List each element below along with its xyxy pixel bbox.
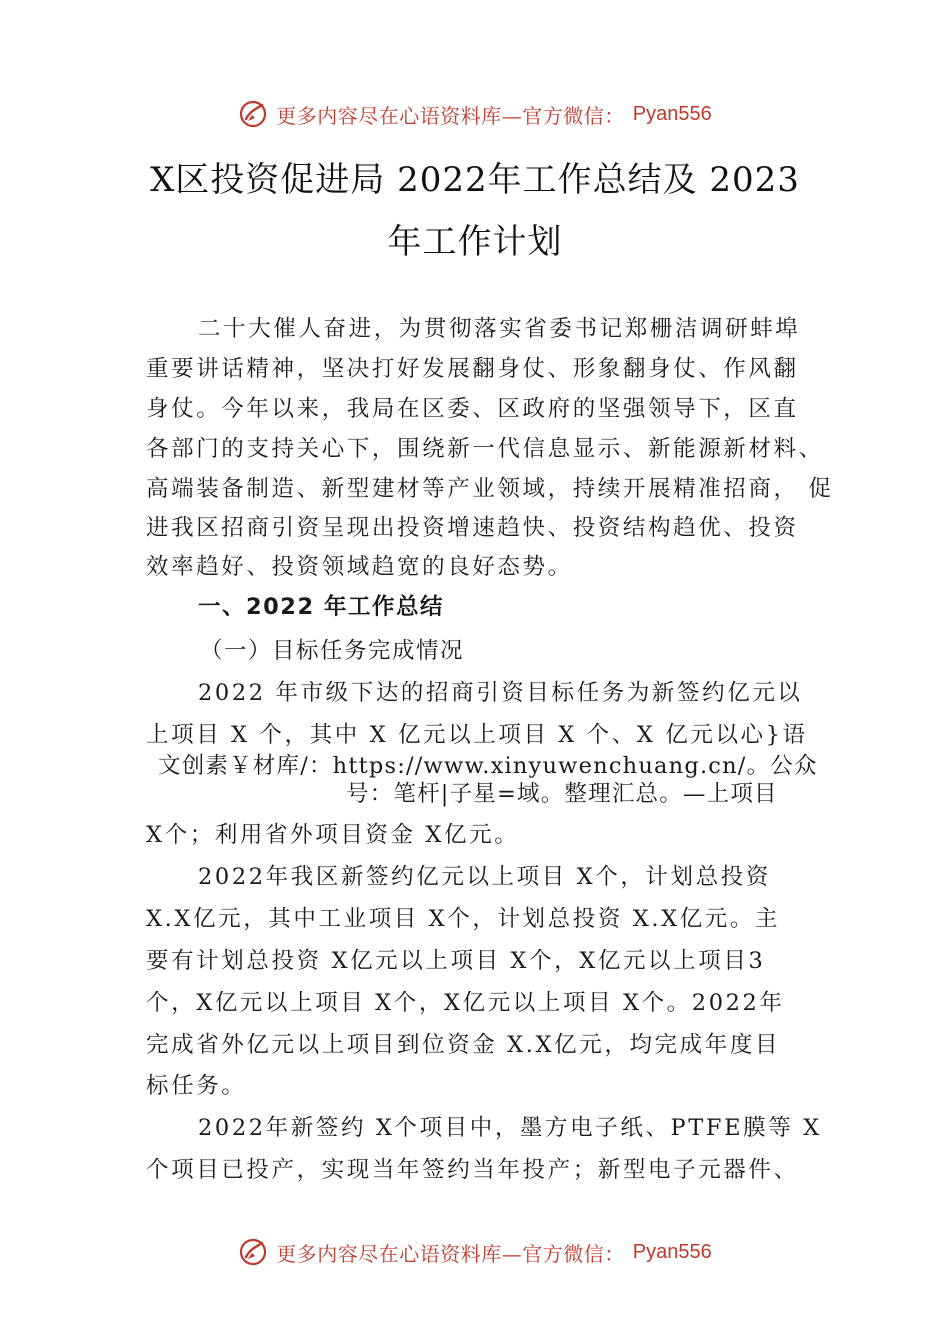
body-line: 上项目 X 个，其中 X 亿元以上项目 X 个、X 亿元以心}语 bbox=[146, 722, 808, 748]
body-line: 效率趋好、投资领域趋宽的良好态势。 bbox=[146, 554, 573, 580]
body-line: 各部门的支持关心下，围绕新一代信息显示、新能源新材料、 bbox=[146, 436, 824, 462]
body-line: 进我区招商引资呈现出投资增速趋快、投资结构趋优、投资 bbox=[146, 515, 799, 541]
banner-wechat-handle: Pyan556 bbox=[632, 102, 712, 125]
body-line: 个项目已投产，实现当年签约当年投产；新型电子元器件、 bbox=[146, 1157, 799, 1183]
subsection-heading: （一）目标任务完成情况 bbox=[200, 638, 465, 664]
body-line: 标任务。 bbox=[146, 1073, 247, 1099]
banner-text: 更多内容尽在心语资料库—官方微信： bbox=[276, 1241, 625, 1266]
embedded-watermark-line: 号：笔杆|子星=域。整理汇总。—上项目 bbox=[346, 781, 778, 807]
body-line: 重要讲话精神，坚决打好发展翻身仗、形象翻身仗、作风翻 bbox=[146, 356, 799, 382]
body-line: 2022年我区新签约亿元以上项目 X个，计划总投资 bbox=[198, 864, 771, 890]
document-title-line-1: X区投资促进局 2022年工作总结及 2023 bbox=[150, 160, 800, 200]
body-line: X个；利用省外项目资金 X亿元。 bbox=[146, 822, 520, 848]
banner-wechat-handle: Pyan556 bbox=[632, 1240, 712, 1263]
body-line: 完成省外亿元以上项目到位资金 X.X亿元，均完成年度目 bbox=[146, 1032, 781, 1058]
embedded-watermark-line: 文创素￥材库/：https://www.xinyuwenchuang.cn/。公众 bbox=[158, 753, 818, 779]
footer-watermark-banner bbox=[0, 1232, 950, 1272]
brand-logo-icon bbox=[238, 99, 268, 129]
header-watermark-banner bbox=[0, 94, 950, 134]
section-heading: 一、2022 年工作总结 bbox=[198, 594, 444, 620]
body-line: 2022年新签约 X个项目中，墨方电子纸、PTFE膜等 X bbox=[198, 1115, 822, 1141]
document-title-line-2: 年工作计划 bbox=[387, 222, 563, 262]
body-line: 要有计划总投资 X亿元以上项目 X个，X亿元以上项目3 bbox=[146, 948, 766, 974]
banner-text: 更多内容尽在心语资料库—官方微信： bbox=[276, 103, 625, 128]
body-line: 高端装备制造、新型建材等产业领域，持续开展精准招商， 促 bbox=[146, 476, 834, 502]
body-line: 身仗。今年以来，我局在区委、区政府的坚强领导下，区直 bbox=[146, 396, 799, 422]
body-line: 个，X亿元以上项目 X个，X亿元以上项目 X个。2022年 bbox=[146, 990, 785, 1016]
body-line: X.X亿元，其中工业项目 X个，计划总投资 X.X亿元。主 bbox=[146, 906, 781, 932]
body-line: 二十大催人奋进，为贯彻落实省委书记郑栅洁调研蚌埠 bbox=[198, 316, 801, 342]
body-line: 2022 年市级下达的招商引资目标任务为新签约亿元以 bbox=[198, 680, 803, 706]
brand-logo-icon bbox=[238, 1237, 268, 1267]
